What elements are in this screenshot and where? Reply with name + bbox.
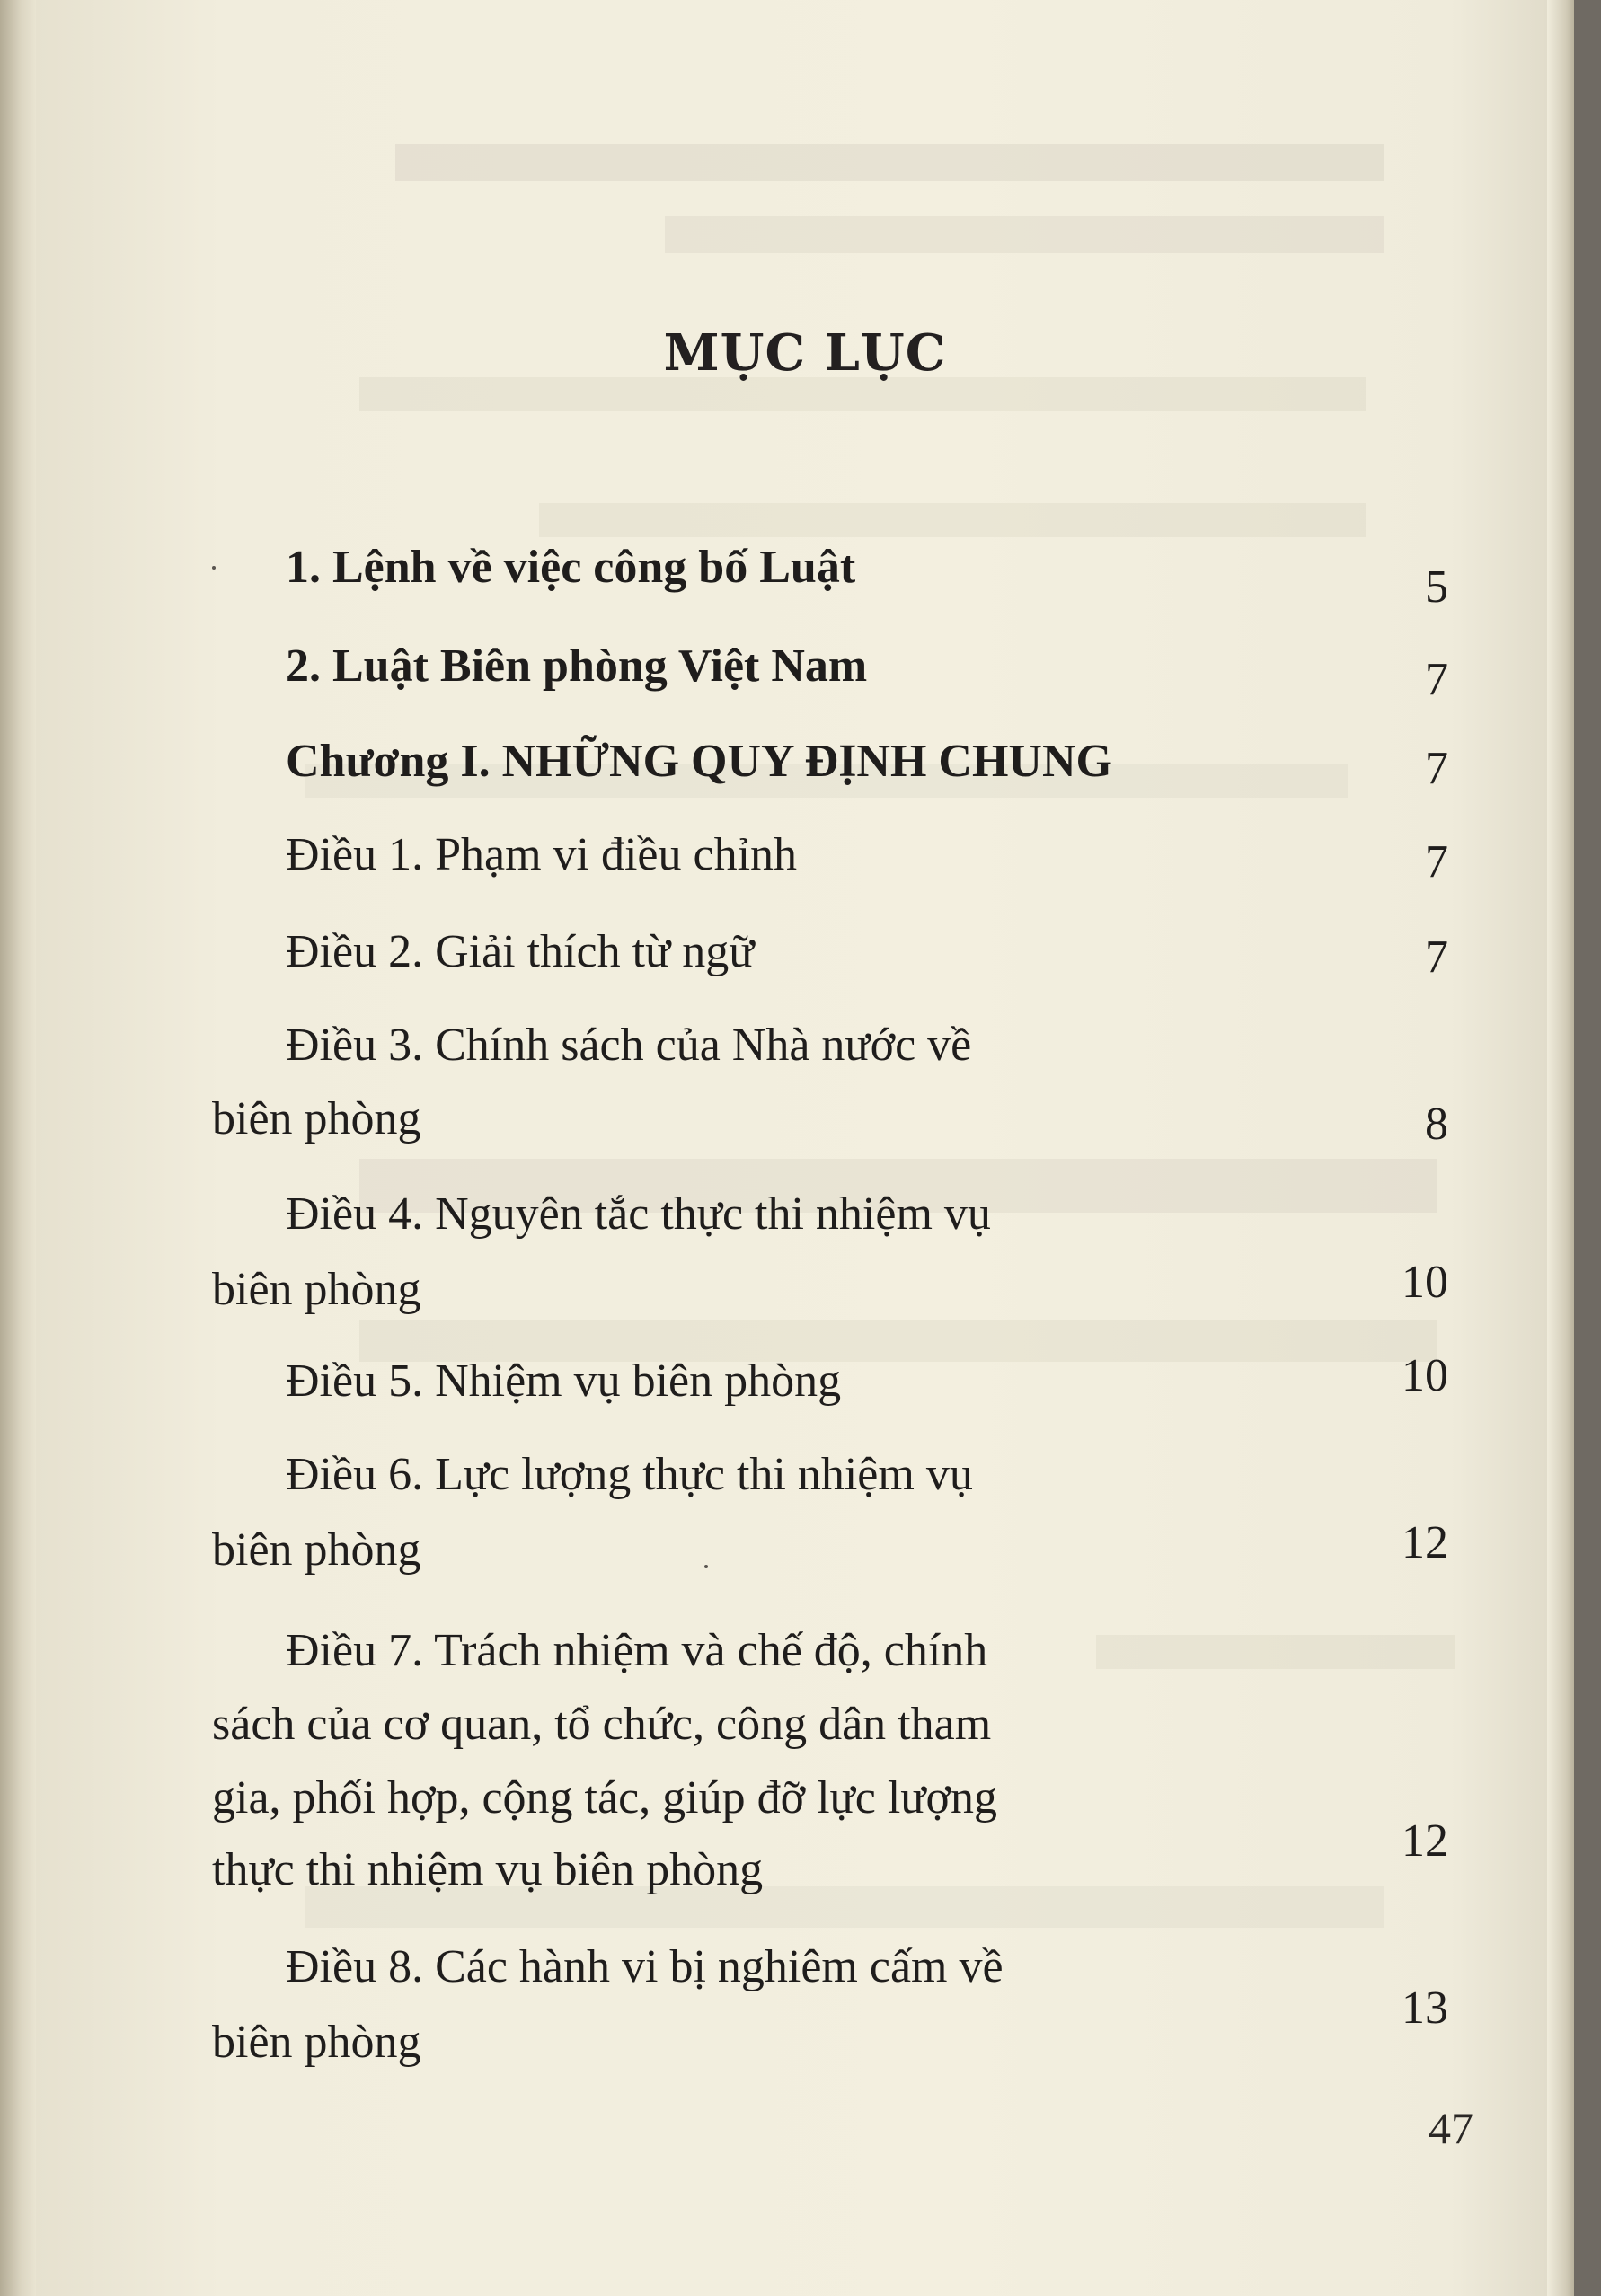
- toc-entry-text: biên phòng: [212, 1264, 421, 1315]
- toc-entry-text: Điều 8. Các hành vi bị nghiêm cấm về: [286, 1941, 1004, 1992]
- toc-page-number: 5: [1425, 561, 1448, 613]
- toc-entry-text: 1. Lệnh về việc công bố Luật: [286, 542, 856, 593]
- book-page: [36, 0, 1574, 2296]
- book-binding: [0, 0, 36, 2296]
- toc-entry-text: Chương I. NHỮNG QUY ĐỊNH CHUNG: [286, 736, 1112, 787]
- toc-entry-text: Điều 1. Phạm vi điều chỉnh: [286, 829, 798, 880]
- paper-speck: [212, 566, 216, 570]
- toc-page-number: 7: [1425, 932, 1448, 983]
- page-number: 47: [1429, 2103, 1473, 2153]
- toc-entry-text: Điều 4. Nguyên tắc thực thi nhiệm vụ: [286, 1188, 991, 1240]
- toc-entry-text: 2. Luật Biên phòng Việt Nam: [286, 640, 868, 692]
- toc-entry-text: biên phòng: [212, 1524, 421, 1576]
- toc-title: MỤC LỤC: [663, 323, 947, 383]
- toc-entry-text: sách của cơ quan, tổ chức, công dân tham: [212, 1699, 992, 1750]
- toc-entry-text: biên phòng: [212, 1093, 421, 1144]
- toc-entry-text: Điều 6. Lực lượng thực thi nhiệm vụ: [286, 1449, 973, 1500]
- toc-page-number: 12: [1402, 1517, 1448, 1568]
- toc-page-number: 10: [1402, 1257, 1448, 1308]
- toc-entry-text: [286, 1019, 1292, 1072]
- paper-speck: [704, 1565, 708, 1568]
- toc-entry-text: gia, phối hợp, cộng tác, giúp đỡ lực lượng: [212, 1772, 997, 1824]
- toc-entry-text: Điều 7. Trách nhiệm và chế độ, chính: [286, 1625, 988, 1676]
- toc-page-number: 8: [1425, 1099, 1448, 1150]
- toc-entry-text: thực thi nhiệm vụ biên phòng: [212, 1844, 764, 1895]
- toc-page-number: 10: [1402, 1350, 1448, 1401]
- toc-entry-line: Điều 3. Chính sách của Nhà nước về: [286, 1020, 972, 1071]
- toc-page-number: 7: [1425, 743, 1448, 794]
- toc-entry-text: biên phòng: [212, 2017, 421, 2068]
- toc-page-number: 13: [1402, 1983, 1448, 2034]
- toc-entry-text: Điều 2. Giải thích từ ngữ: [286, 926, 755, 977]
- toc-entry-text: Điều 5. Nhiệm vụ biên phòng: [286, 1356, 842, 1407]
- toc-page-number: 7: [1425, 654, 1448, 705]
- toc-page-number: 12: [1402, 1815, 1448, 1867]
- toc-page-number: 7: [1425, 836, 1448, 887]
